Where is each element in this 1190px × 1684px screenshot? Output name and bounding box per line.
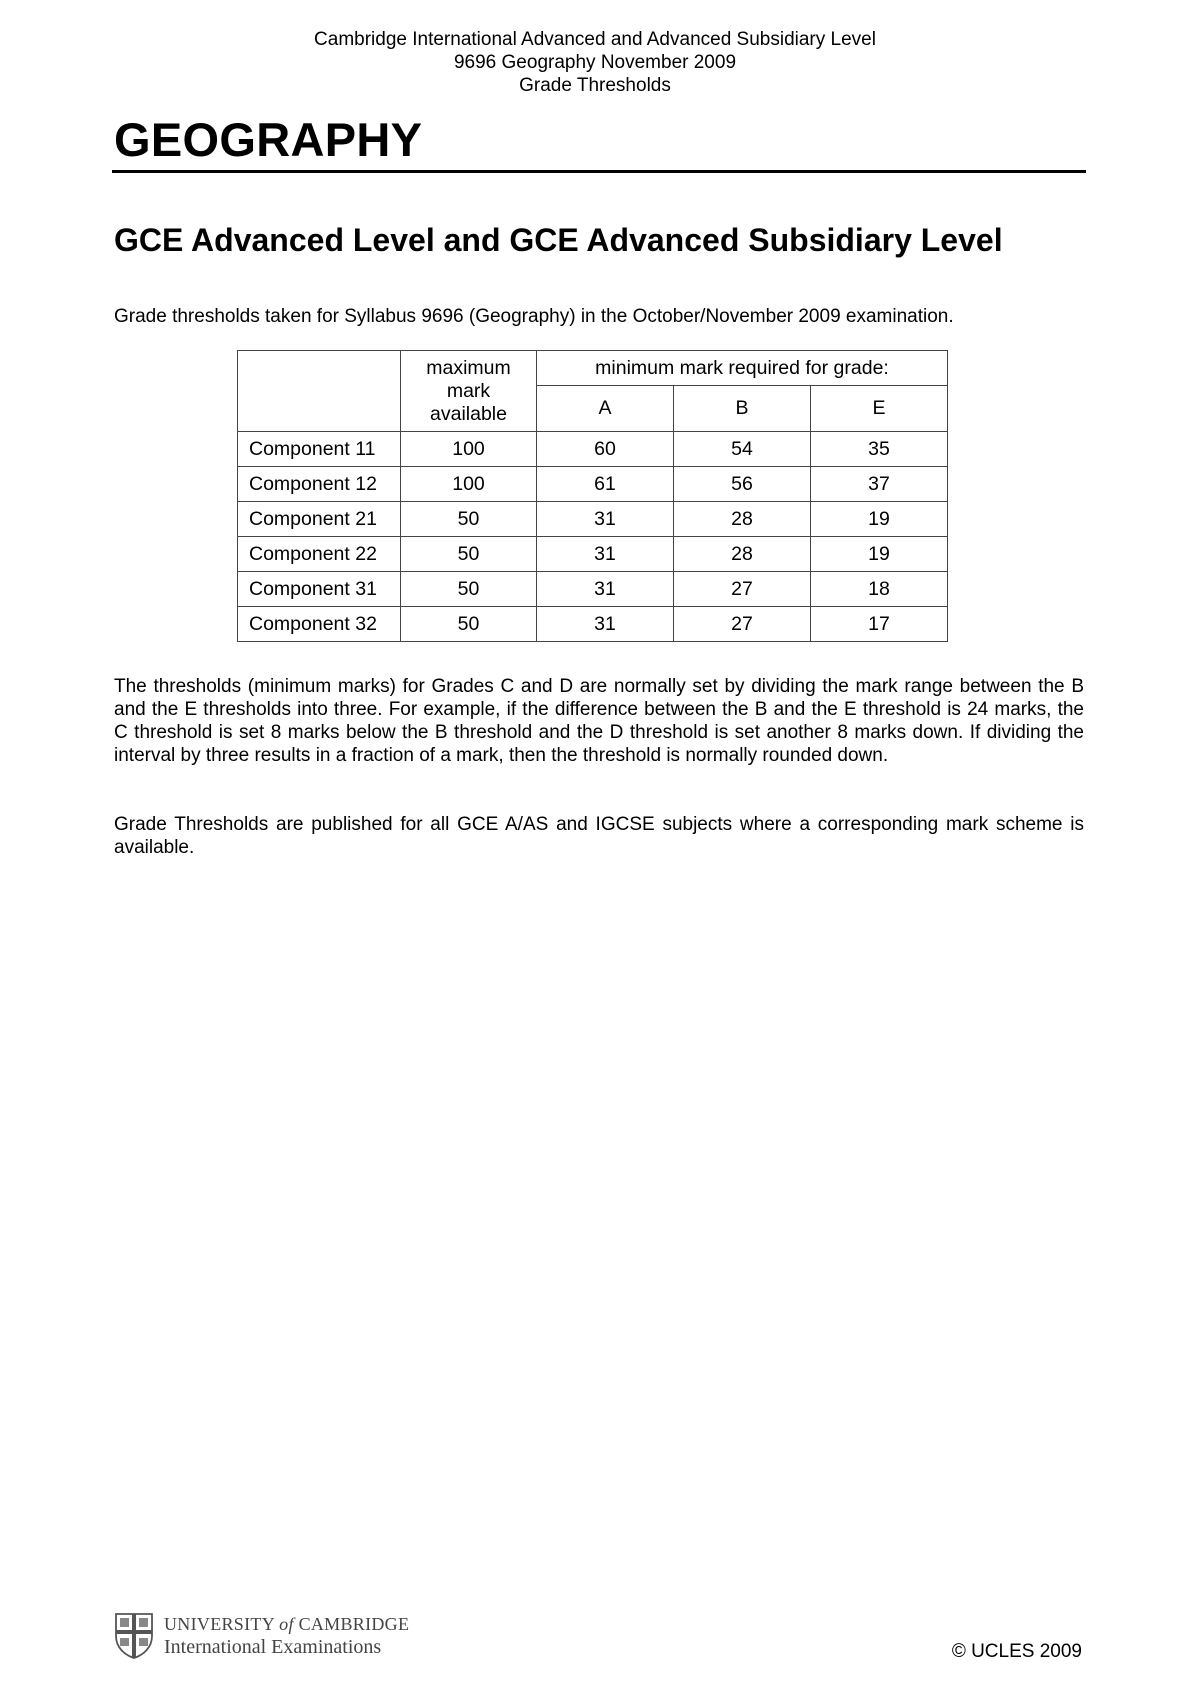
header-line-3: Grade Thresholds [519,75,671,96]
grade-b-header: B [674,386,811,432]
component-name: Component 12 [238,467,401,502]
table-row [238,432,948,467]
header-line-1: Cambridge International Advanced and Advanced Subsidiary Level [314,29,876,50]
logo-university: UNIVERSITY [164,1614,275,1634]
max-mark-cell: 100 [401,467,537,502]
max-mark-header-line: available [430,402,507,425]
max-mark-cell: 50 [401,537,537,572]
table-row [238,467,948,502]
grade-a-cell: 31 [537,502,674,537]
grade-b-cell: 28 [674,502,811,537]
cambridge-logo [114,1612,409,1660]
max-mark-cell: 50 [401,502,537,537]
grade-a-cell: 31 [537,607,674,642]
logo-line-university [164,1613,409,1635]
grade-a-header: A [537,386,674,432]
max-mark-cell: 50 [401,607,537,642]
grade-a-cell: 31 [537,572,674,607]
page-subtitle: GCE Advanced Level and GCE Advanced Subsidiary Level [114,222,1003,258]
table-row [238,537,948,572]
max-mark-header [401,351,537,432]
table-row [238,502,948,537]
page-title: GEOGRAPHY [114,113,423,166]
header-blank-cell [238,351,401,432]
grade-b-cell: 54 [674,432,811,467]
grade-e-cell: 18 [811,572,948,607]
grade-e-header: E [811,386,948,432]
grade-b-cell: 27 [674,572,811,607]
grade-a-cell: 60 [537,432,674,467]
grade-e-cell: 17 [811,607,948,642]
grade-e-cell: 37 [811,467,948,502]
grade-b-cell: 27 [674,607,811,642]
logo-cambridge: CAMBRIDGE [298,1614,410,1634]
publication-note: Grade Thresholds are published for all GCE A/AS and IGCSE subjects where a corresponding mark scheme is available. [114,814,1084,858]
component-name: Component 11 [238,432,401,467]
max-mark-cell: 50 [401,572,537,607]
intro-text: Grade thresholds taken for Syllabus 9696 (Geography) in the October/November 2009 examination. [114,306,954,327]
grade-e-cell: 35 [811,432,948,467]
grade-thresholds-table [237,350,948,642]
logo-wordmark [164,1613,409,1659]
title-divider [112,170,1086,173]
table-row [238,607,948,642]
grade-b-cell: 28 [674,537,811,572]
component-name: Component 32 [238,607,401,642]
max-mark-cell: 100 [401,432,537,467]
min-mark-header: minimum mark required for grade: [537,351,948,386]
thresholds-explanation: The thresholds (minimum marks) for Grades C and D are normally set by dividing the mark range between the B and the E thresholds into three. For example, if the difference between the B and the E threshold is 24 marks, the C threshold is set 8 marks below the B threshold and the D threshold is set another 8 marks down. If dividing the interval by three results in a fraction of a mark, then the threshold is normally rounded down. [114,676,1084,766]
component-name: Component 31 [238,572,401,607]
table-header-row [238,351,948,386]
component-name: Component 21 [238,502,401,537]
component-name: Component 22 [238,537,401,572]
table-row [238,572,948,607]
grade-e-cell: 19 [811,537,948,572]
university-crest-icon [114,1612,154,1660]
grade-a-cell: 31 [537,537,674,572]
copyright-notice: © UCLES 2009 [951,1641,1082,1662]
max-mark-header-line: mark [446,379,491,402]
header-line-2: 9696 Geography November 2009 [453,52,737,73]
logo-of: of [279,1614,294,1634]
grade-b-cell: 56 [674,467,811,502]
document-header [0,28,1190,97]
logo-line-international: International Examinations [164,1636,382,1658]
grade-e-cell: 19 [811,502,948,537]
max-mark-header-line: maximum [426,356,511,379]
grade-a-cell: 61 [537,467,674,502]
